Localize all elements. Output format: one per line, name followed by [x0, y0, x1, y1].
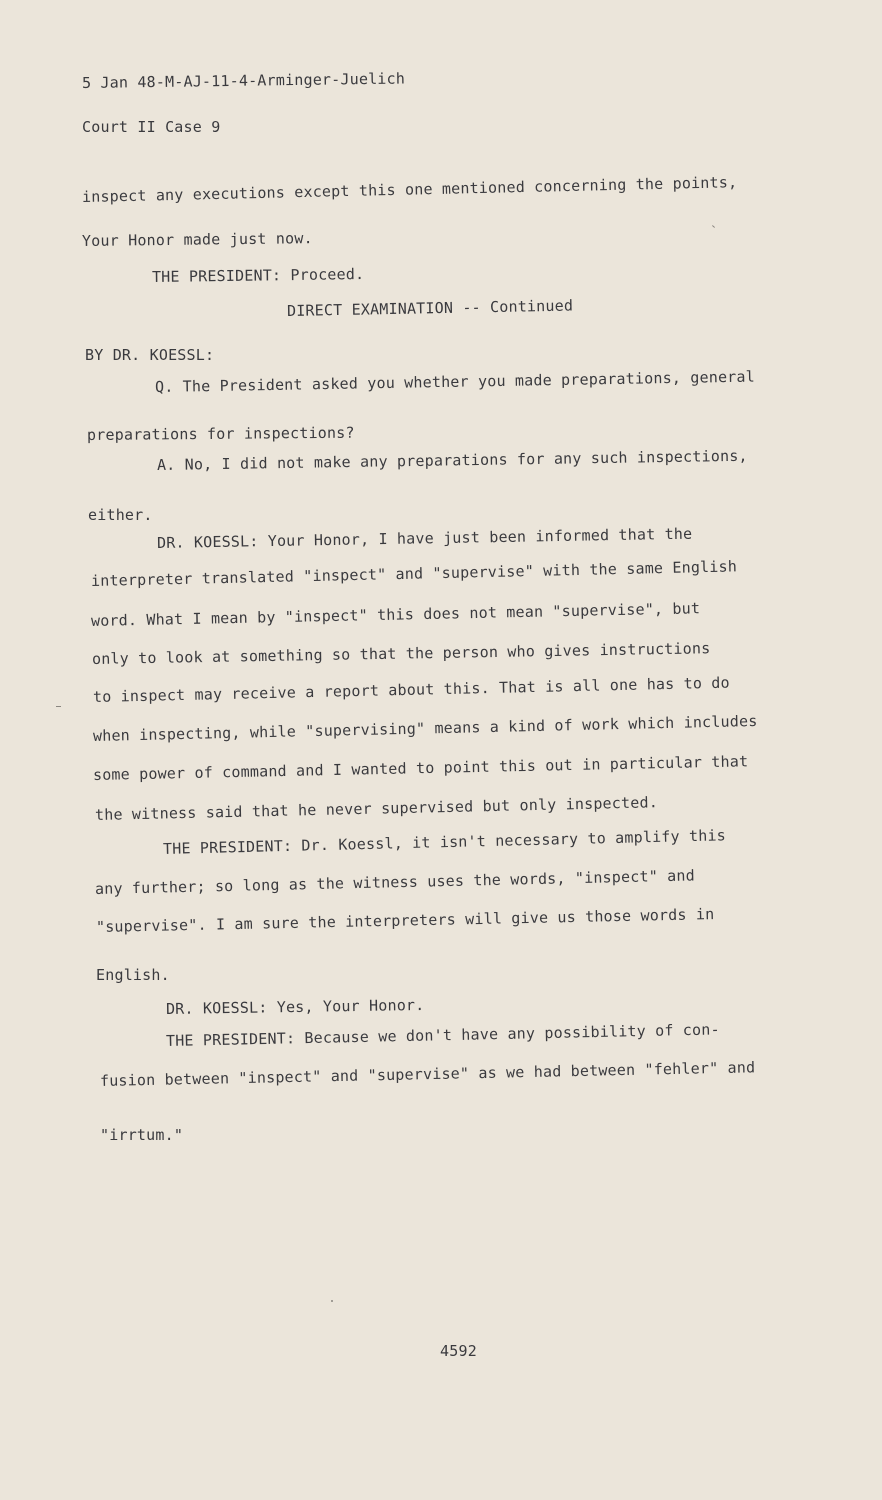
text-line: "supervise". I am sure the interpreters will give us those words in [95, 905, 715, 936]
text-line: when inspecting, while "supervising" means a kind of work which includes [92, 711, 758, 745]
paper-speck [331, 1300, 333, 1302]
text-line: only to look at something so that the person who gives instructions [91, 639, 711, 668]
text-line: interpreter translated "inspect" and "supervise" with the same English [90, 557, 738, 590]
margin-mark [56, 706, 61, 707]
court-case-header: Court II Case 9 [82, 118, 221, 136]
page-number: 4592 [440, 1342, 477, 1360]
text-line: fusion between "inspect" and "supervise" as we had between "fehler" and [99, 1058, 756, 1090]
text-line: either. [88, 506, 153, 524]
text-line: the witness said that he never supervised but only inspected. [94, 793, 659, 824]
text-line: Your Honor made just now. [81, 229, 313, 250]
speaker-line: DR. KOESSL: Your Honor, I have just been informed that the [156, 524, 693, 552]
text-line: to inspect may receive a report about this. That is all one has to do [92, 673, 730, 706]
question-line: Q. The President asked you whether you made preparations, general [154, 367, 756, 396]
text-line: inspect any executions except this one mentioned concerning the points, [81, 173, 738, 206]
text-line: "irrtum." [100, 1126, 184, 1144]
speaker-line: THE PRESIDENT: Dr. Koessl, it isn't necessary to amplify this [162, 826, 727, 858]
speaker-line: THE PRESIDENT: Because we don't have any possibility of con- [165, 1020, 720, 1050]
speaker-line: THE PRESIDENT: Proceed. [151, 265, 365, 286]
speaker-line: DR. KOESSL: Yes, Your Honor. [165, 995, 425, 1018]
text-line: word. What I mean by "inspect" this does not mean "supervise", but [90, 599, 701, 630]
answer-line: A. No, I did not make any preparations for any such inspections, [156, 446, 748, 474]
examiner-line: BY DR. KOESSL: [85, 346, 215, 364]
text-line: some power of command and I wanted to point this out in particular that [92, 752, 749, 784]
text-line: any further; so long as the witness uses the words, "inspect" and [94, 866, 696, 898]
document-reference-header: 5 Jan 48-M-AJ-11-4-Arminger-Juelich [81, 69, 406, 92]
text-line: preparations for inspections? [86, 423, 355, 444]
text-line: English. [96, 966, 170, 984]
paper-speck [712, 225, 715, 228]
section-heading: DIRECT EXAMINATION -- Continued [286, 296, 574, 320]
